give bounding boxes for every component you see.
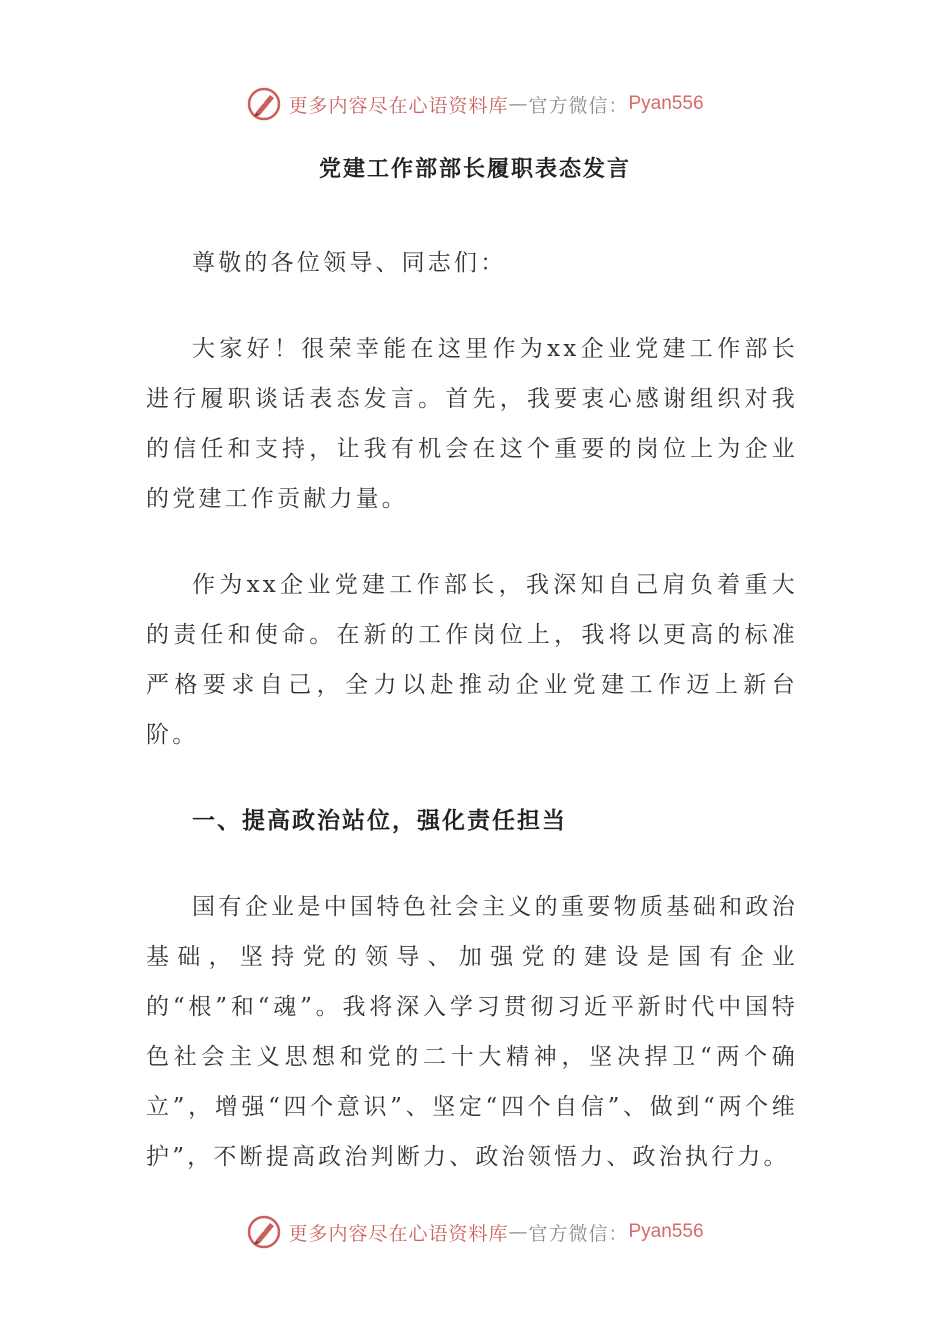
paragraph-responsibility: 作为xx企业党建工作部长，我深知自己肩负着重大的责任和使命。在新的工作岗位上，我将以更高的标准严格要求自己，全力以赴推动企业党建工作迈上新台阶。	[146, 572, 798, 748]
pen-seal-logo-icon	[246, 86, 282, 122]
banner-account: Pyan556	[628, 93, 704, 114]
pen-seal-logo-icon	[246, 1214, 282, 1250]
footer-banner	[0, 1212, 950, 1252]
header-banner	[0, 84, 950, 124]
paragraph-intro: 大家好！很荣幸能在这里作为xx企业党建工作部长进行履职谈话表态发言。首先，我要衷心感谢组织对我的信任和支持，让我有机会在这个重要的岗位上为企业的党建工作贡献力量。	[146, 336, 798, 512]
footer-label: 官方微信：	[528, 1222, 629, 1245]
greeting: 尊敬的各位领导、同志们：	[192, 250, 507, 276]
banner-dash: —	[508, 93, 529, 115]
banner-label: 官方微信：	[528, 94, 629, 117]
document-title: 党建工作部部长履职表态发言	[318, 156, 631, 182]
footer-main-text: 更多内容尽在心语资料库	[288, 1222, 509, 1245]
banner-main-text: 更多内容尽在心语资料库	[288, 94, 509, 117]
section-1-paragraph: 国有企业是中国特色社会主义的重要物质基础和政治基础，坚持党的领导、加强党的建设是国有企业的“根”和“魂”。我将深入学习贯彻习近平新时代中国特色社会主义思想和党的二十大精神，坚决捍卫“两个确立”，增强“四个意识”、坚定“四个自信”、做到“两个维护”，不断提高政治判断力、政治领悟力、政治执行力。	[146, 894, 798, 1170]
section-heading-1: 一、提高政治站位，强化责任担当	[192, 807, 567, 834]
document-body	[146, 238, 798, 1218]
footer-dash: —	[508, 1221, 529, 1243]
footer-account: Pyan556	[628, 1221, 704, 1242]
